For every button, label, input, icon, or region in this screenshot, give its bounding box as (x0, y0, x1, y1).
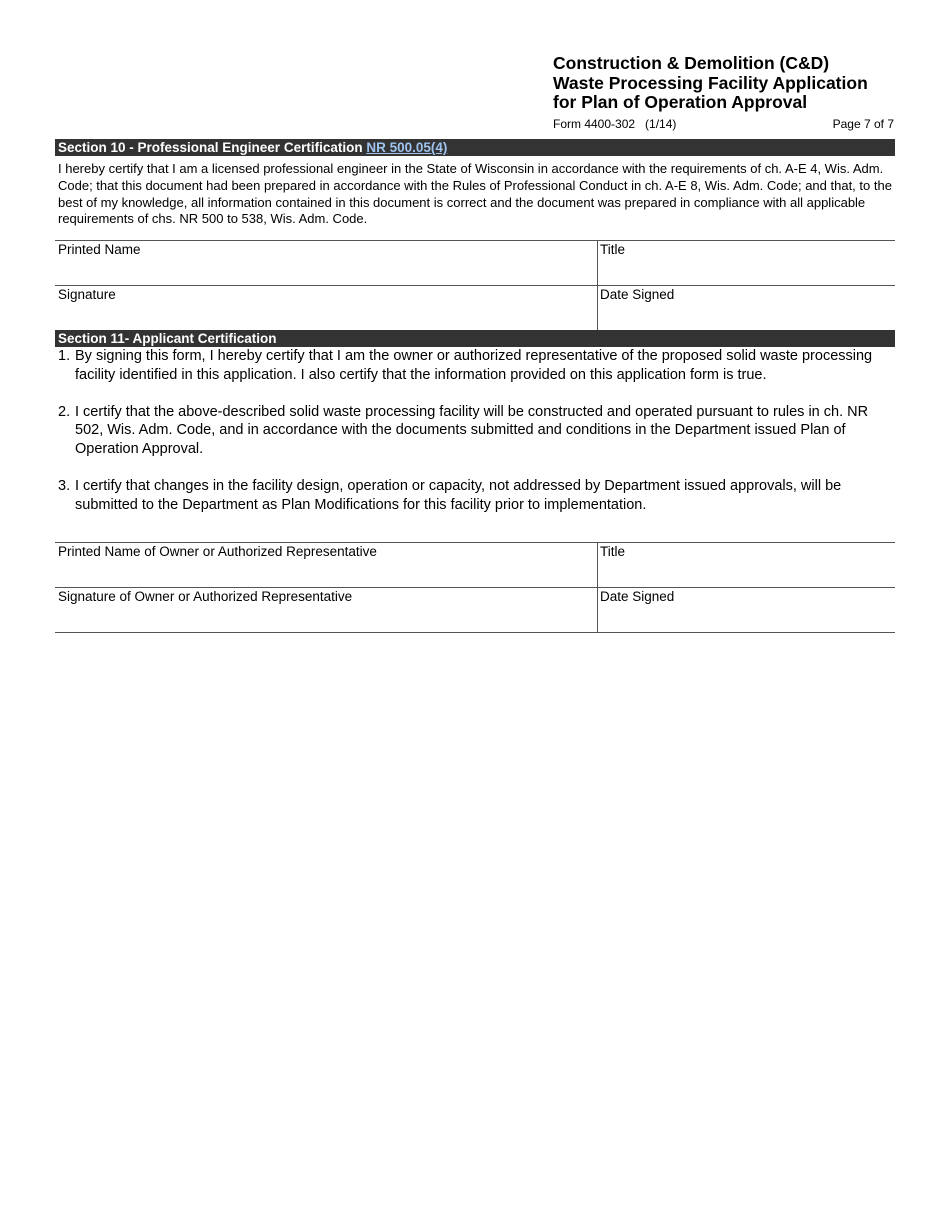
owner-date-signed-field[interactable]: Date Signed (600, 589, 675, 604)
certification-item-1 (58, 347, 888, 384)
form-number: Form 4400-302 (1/14) (553, 116, 677, 131)
item-text: I certify that changes in the facility design, operation or capacity, not addressed by Department issued approvals, will be submitted to the Department as Plan Modifications for this facility prior to implementation. (75, 478, 842, 513)
item-text: By signing this form, I hereby certify that I am the owner or authorized representative of the proposed solid waste processing facility identified in this application. I also certify that the information provided on this application form is true. (75, 348, 873, 383)
pe-signature-date-row (55, 285, 895, 330)
form-title-line-3: for Plan of Operation Approval (553, 92, 808, 112)
owner-title-field[interactable]: Title (600, 544, 626, 559)
section-11-header (55, 330, 895, 347)
pe-date-signed-field[interactable]: Date Signed (600, 287, 675, 302)
nr-500-05-4-link[interactable]: NR 500.05(4) (366, 140, 448, 155)
form-title-line-1: Construction & Demolition (C&D) (553, 53, 830, 73)
certification-item-3 (58, 477, 888, 514)
applicant-certification-list (58, 347, 888, 533)
section-11-title: Section 11- Applicant Certification (58, 331, 277, 346)
item-number: 2. (58, 403, 71, 420)
item-number: 1. (58, 348, 71, 364)
pe-name-title-row (55, 240, 895, 285)
owner-signature-date-row (55, 587, 895, 633)
item-text: I certify that the above-described solid waste processing facility will be constructed and operated pursuant to rules in ch. NR 502, Wis. Adm. Code, and in accordance with the documents submitted and conditions in the Department issued Plan of Operation Approval. (75, 403, 869, 457)
pe-printed-name-field[interactable]: Printed Name (58, 242, 141, 257)
field-divider (597, 588, 598, 632)
field-divider (597, 543, 598, 587)
pe-title-field[interactable]: Title (600, 242, 626, 257)
owner-printed-name-field[interactable]: Printed Name of Owner or Authorized Representative (58, 544, 377, 559)
pe-signature-field[interactable]: Signature (58, 287, 116, 302)
owner-signature-field[interactable]: Signature of Owner or Authorized Representative (58, 589, 353, 604)
page-number: Page 7 of 7 (832, 116, 894, 131)
section-10-header (55, 139, 895, 156)
field-divider (597, 286, 598, 330)
form-header (553, 54, 895, 132)
certification-item-2 (58, 403, 888, 459)
owner-name-title-row (55, 542, 895, 587)
form-meta (553, 117, 895, 132)
field-divider (597, 241, 598, 285)
section-10-title: Section 10 - Professional Engineer Certification (58, 140, 363, 155)
item-number: 3. (58, 478, 71, 495)
section-10-certification-text: I hereby certify that I am a licensed professional engineer in the State of Wisconsin in accordance with the requirements of ch. A-E 4, Wis. Adm. Code; that this document had been prepared in accordance with the Rules of Professional Conduct in ch. A-E 8, Wis. Adm. Code; and that, to the best of my knowledge, all information contained in this document is correct and the document was prepared in compliance with all applicable requirements of chs. NR 500 to 538, Wis. Adm. Code. (58, 161, 892, 227)
form-title-line-2: Waste Processing Facility Application (553, 72, 868, 93)
